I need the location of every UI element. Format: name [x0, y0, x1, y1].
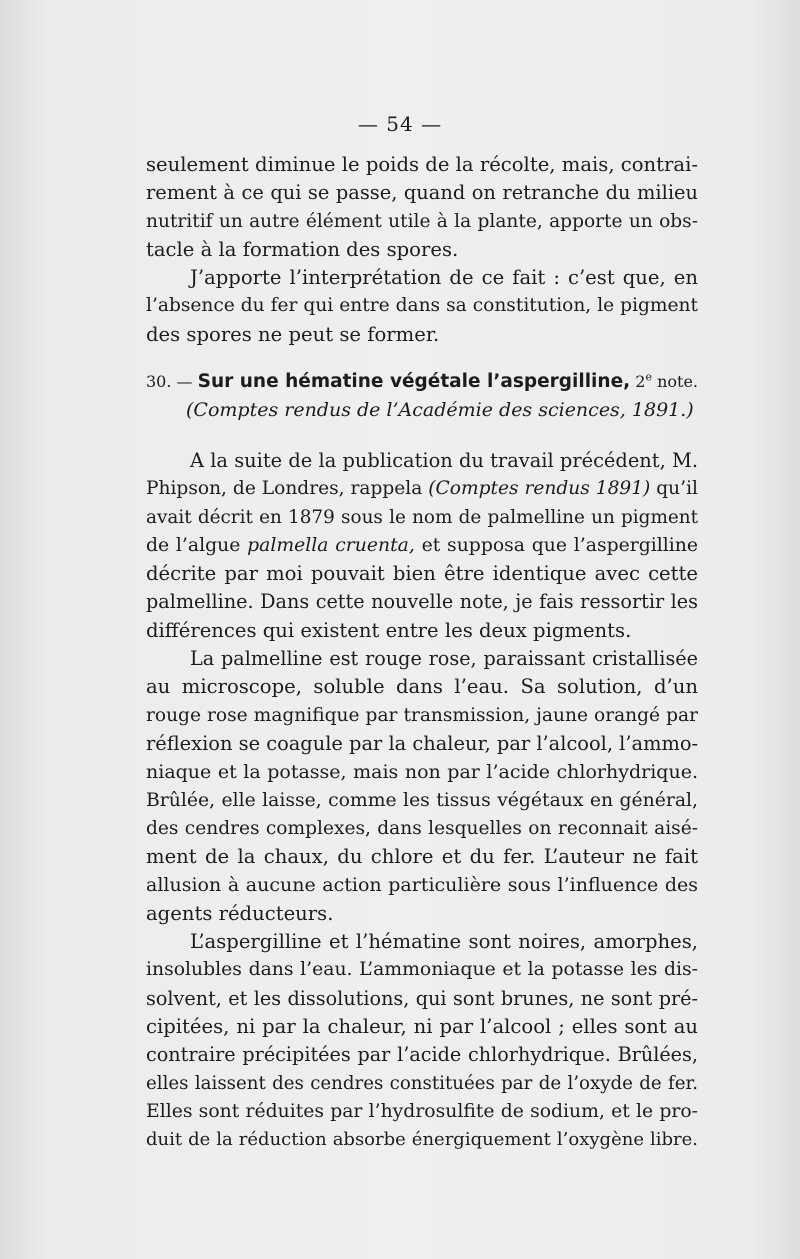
- note-number: 2: [635, 372, 646, 391]
- text-line: insolubles dans l’eau. L’ammoniaque et la potasse les dis-: [146, 959, 698, 981]
- text-line: duit de la réduction absorbe énergiquement l’oxygène libre.: [146, 1129, 698, 1151]
- text-line: palmelline. Dans cette nouvelle note, je fais ressortir les: [146, 590, 698, 614]
- citation: (Comptes rendus 1891): [428, 478, 651, 500]
- text-line: décrite par moi pouvait bien être identique avec cette: [146, 562, 698, 586]
- text-line: rouge rose magnifique par transmission, jaune orangé par: [146, 704, 698, 726]
- phipson-paragraph: [146, 447, 698, 645]
- text-line: J’apporte l’interprétation de ce fait : c’est que, en: [190, 266, 698, 290]
- note-superscript: e: [645, 370, 652, 384]
- text-line: L’aspergilline et l’hématine sont noires, amorphes,: [190, 930, 698, 954]
- text-line: La palmelline est rouge rose, paraissant cristallisée: [190, 647, 698, 671]
- interpretation-paragraph: [146, 264, 698, 349]
- text-line: elles laissent des cendres constituées par de l’oxyde de fer.: [146, 1072, 698, 1094]
- page-number: — 54 —: [357, 112, 443, 136]
- text-segment: Phipson, de Londres, rappela: [146, 478, 423, 500]
- text-line: différences qui existent entre les deux pigments.: [146, 618, 632, 642]
- text-line: au microscope, soluble dans l’eau. Sa solution, d’un: [146, 675, 698, 699]
- palmelline-paragraph: [146, 645, 698, 928]
- section-title: Sur une hématine végétale l’aspergilline,: [197, 371, 631, 392]
- section-body: [146, 447, 698, 1154]
- section-number: 30. —: [146, 372, 193, 391]
- text-line: des spores ne peut se former.: [146, 322, 440, 346]
- text-line: ment de la chaux, du chlore et du fer. L’auteur ne fait: [146, 845, 698, 869]
- text-line: niaque et la potasse, mais non par l’acide chlorhydrique.: [146, 761, 698, 784]
- text-segment: et supposa que l’aspergilline: [421, 534, 698, 556]
- text-line: Elles sont réduites par l’hydrosulfite de sodium, et le pro-: [146, 1100, 698, 1122]
- opening-text: [146, 151, 698, 349]
- text-line: [146, 475, 698, 503]
- text-segment: de l’algue: [146, 534, 241, 556]
- text-line: réflexion se coagule par la chaleur, par l’alcool, l’ammo-: [146, 731, 699, 755]
- text-line: rement à ce qui se passe, quand on retranche du milieu: [146, 181, 698, 205]
- text-line: agents réducteurs.: [146, 901, 334, 925]
- text-segment: qu’il: [656, 478, 698, 500]
- section-title-line: [146, 368, 698, 396]
- text-line: avait décrit en 1879 sous le nom de palmelline un pigment: [146, 506, 698, 528]
- text-line: A la suite de la publication du travail précédent, M.: [190, 449, 698, 472]
- text-line: seulement diminue le poids de la récolte, mais, contrai-: [146, 153, 698, 176]
- text-line: Brûlée, elle laisse, comme les tissus végétaux en général,: [146, 789, 698, 811]
- species-name: palmella cruenta,: [247, 534, 415, 556]
- text-line: [146, 532, 698, 560]
- text-line: solvent, et les dissolutions, qui sont brunes, ne sont pré-: [146, 986, 698, 1010]
- text-line: allusion à aucune action particulière sous l’influence des: [146, 874, 698, 897]
- text-line: tacle à la formation des spores.: [146, 237, 459, 261]
- note-word: note.: [657, 372, 698, 391]
- section-heading: [146, 368, 698, 425]
- text-line: contraire précipitées par l’acide chlorhydrique. Brûlées,: [146, 1043, 698, 1067]
- aspergilline-paragraph: [146, 928, 698, 1154]
- text-line: cipitées, ni par la chaleur, ni par l’alcool ; elles sont au: [146, 1014, 698, 1038]
- intro-paragraph: [146, 151, 698, 264]
- text-line: l’absence du fer qui entre dans sa constitution, le pigment: [146, 295, 698, 317]
- section-reference: (Comptes rendus de l’Académie des sciences, 1891.): [186, 399, 694, 422]
- text-line: des cendres complexes, dans lesquelles on reconnait aisé-: [146, 817, 698, 839]
- text-line: nutritif un autre élément utile à la plante, apporte un obs-: [146, 210, 698, 232]
